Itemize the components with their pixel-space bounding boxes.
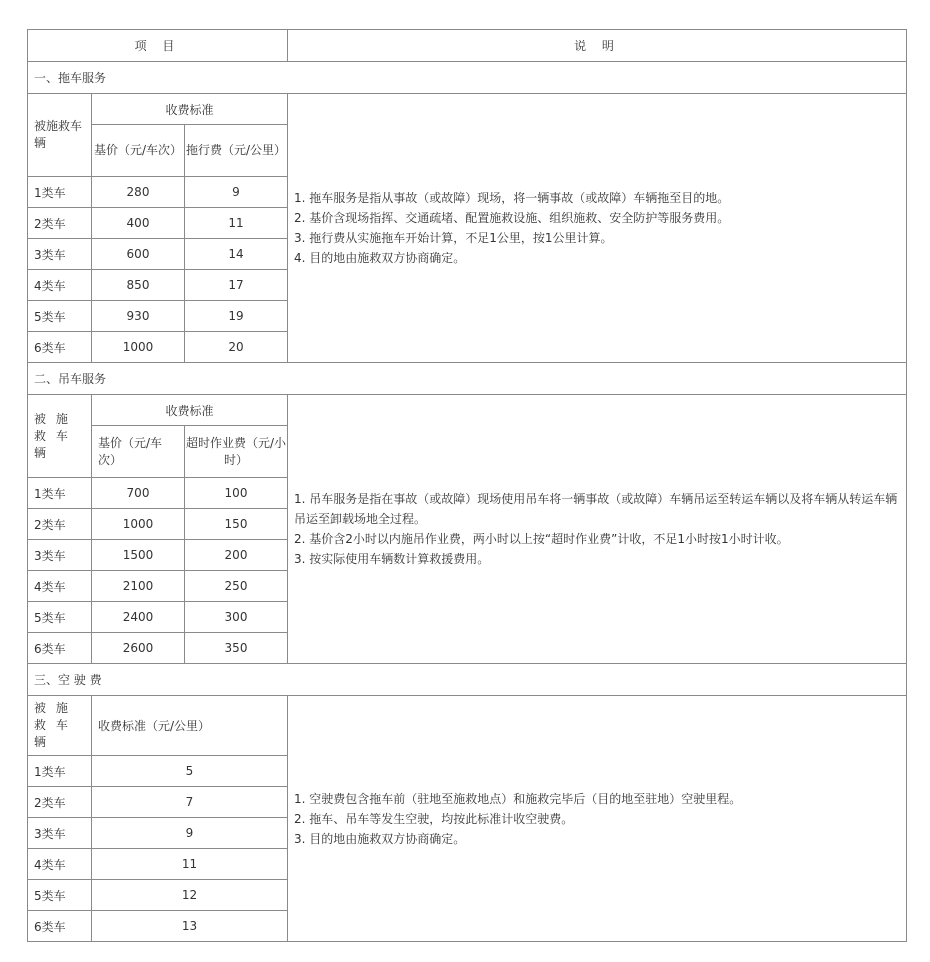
base-price: 2600	[92, 633, 185, 664]
vehicle-class: 2类车	[28, 208, 92, 239]
base-price: 930	[92, 301, 185, 332]
base-price: 600	[92, 239, 185, 270]
table-row	[28, 696, 907, 756]
overtime-fee: 200	[185, 540, 288, 571]
vehicle-class: 4类车	[28, 571, 92, 602]
empty-fee: 7	[92, 787, 288, 818]
vehicle-class: 5类车	[28, 880, 92, 911]
vehicle-class: 2类车	[28, 787, 92, 818]
note-line: 2. 基价含2小时以内施吊作业费，两小时以上按“超时作业费”计收，不足1小时按1小时计收。	[294, 532, 789, 546]
vehicle-class: 3类车	[28, 540, 92, 571]
vehicle-class: 6类车	[28, 633, 92, 664]
vehicle-class: 2类车	[28, 509, 92, 540]
base-price: 1000	[92, 332, 185, 363]
section-title-row	[28, 664, 907, 696]
note-line: 3. 按实际使用车辆数计算救援费用。	[294, 552, 490, 566]
vehicle-class: 1类车	[28, 177, 92, 208]
overtime-fee: 300	[185, 602, 288, 633]
tow-fee: 9	[185, 177, 288, 208]
empty-fee: 9	[92, 818, 288, 849]
vehicle-class: 6类车	[28, 332, 92, 363]
table-header-row	[28, 30, 907, 62]
base-price: 400	[92, 208, 185, 239]
towing-notes	[288, 94, 907, 363]
base-price: 2400	[92, 602, 185, 633]
tow-fee: 17	[185, 270, 288, 301]
fee-standard-label: 收费标准	[92, 395, 288, 426]
vehicle-class: 5类车	[28, 301, 92, 332]
section-empty-title: 三、空 驶 费	[28, 664, 907, 696]
overtime-fee: 150	[185, 509, 288, 540]
vehicle-label: 被施救车辆	[28, 94, 92, 177]
base-price: 1000	[92, 509, 185, 540]
base-price: 280	[92, 177, 185, 208]
section-title-row	[28, 363, 907, 395]
vehicle-class: 1类车	[28, 478, 92, 509]
vehicle-class: 1类车	[28, 756, 92, 787]
overtime-fee: 350	[185, 633, 288, 664]
section-crane-title: 二、吊车服务	[28, 363, 907, 395]
tow-fee: 14	[185, 239, 288, 270]
overtime-fee-label: 超时作业费（元/小时）	[185, 426, 288, 478]
vehicle-label: 被 施 救 车辆	[28, 696, 92, 756]
section-title-row	[28, 62, 907, 94]
table-row	[28, 94, 907, 125]
empty-fee: 13	[92, 911, 288, 942]
empty-fee: 5	[92, 756, 288, 787]
note-line: 2. 拖车、吊车等发生空驶，均按此标准计收空驶费。	[294, 811, 574, 826]
base-price: 850	[92, 270, 185, 301]
vehicle-class: 4类车	[28, 849, 92, 880]
base-price: 1500	[92, 540, 185, 571]
base-price-label: 基价（元/车次）	[92, 125, 185, 177]
vehicle-class: 4类车	[28, 270, 92, 301]
empty-notes	[288, 696, 907, 942]
tow-fee: 11	[185, 208, 288, 239]
base-price: 2100	[92, 571, 185, 602]
note-line: 2. 基价含现场指挥、交通疏堵、配置施救设施、组织施救、安全防护等服务费用。	[294, 211, 730, 225]
empty-fee: 12	[92, 880, 288, 911]
tow-fee: 19	[185, 301, 288, 332]
note-line: 1. 吊车服务是指在事故（或故障）现场使用吊车将一辆事故（或故障）车辆吊运至转运车辆以及将车辆从转运车辆吊运至卸载场地全过程。	[294, 492, 898, 526]
vehicle-class: 5类车	[28, 602, 92, 633]
base-price: 700	[92, 478, 185, 509]
tow-fee: 20	[185, 332, 288, 363]
note-line: 1. 拖车服务是指从事故（或故障）现场，将一辆事故（或故障）车辆拖至目的地。	[294, 191, 730, 205]
fee-standard-label: 收费标准	[92, 94, 288, 125]
header-description: 说 明	[288, 30, 907, 62]
empty-fee: 11	[92, 849, 288, 880]
tow-fee-label: 拖行费（元/公里）	[185, 125, 288, 177]
crane-notes	[288, 395, 907, 664]
header-item: 项 目	[28, 30, 288, 62]
fee-table	[27, 29, 907, 942]
section-towing-title: 一、拖车服务	[28, 62, 907, 94]
note-line: 3. 拖行费从实施拖车开始计算，不足1公里，按1公里计算。	[294, 231, 613, 245]
vehicle-class: 3类车	[28, 239, 92, 270]
base-price-label: 基价（元/车次）	[92, 426, 185, 478]
overtime-fee: 100	[185, 478, 288, 509]
note-line: 3. 目的地由施救双方协商确定。	[294, 831, 466, 846]
overtime-fee: 250	[185, 571, 288, 602]
fee-standard-label: 收费标准（元/公里）	[92, 696, 288, 756]
vehicle-class: 6类车	[28, 911, 92, 942]
table-row	[28, 395, 907, 426]
vehicle-class: 3类车	[28, 818, 92, 849]
note-line: 1. 空驶费包含拖车前（驻地至施救地点）和施救完毕后（目的地至驻地）空驶里程。	[294, 791, 742, 806]
note-line: 4. 目的地由施救双方协商确定。	[294, 251, 466, 265]
vehicle-label: 被 施 救 车辆	[28, 395, 92, 478]
